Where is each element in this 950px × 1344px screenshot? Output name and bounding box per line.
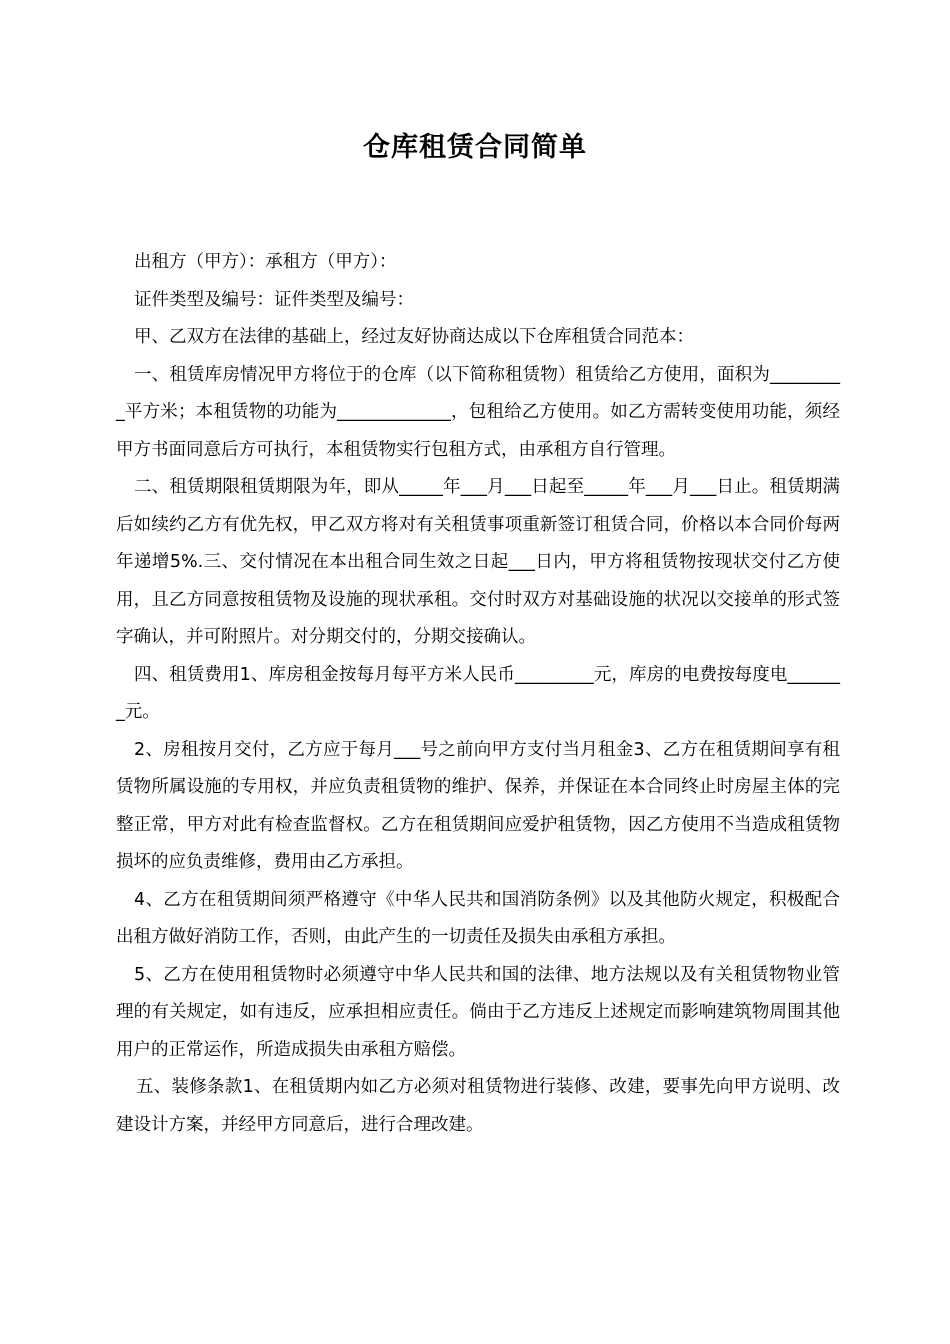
paragraph-legal-compliance: 5、乙方在使用租赁物时必须遵守中华人民共和国的法律、地方法规以及有关租赁物物业管理的有关规定，如有违反，应承担相应责任。倘由于乙方违反上述规定而影响建筑物周围其他用户的正常运作，所造成损失由承租方赔偿。 (116, 964, 840, 1060)
paragraph-id-documents: 证件类型及编号：证件类型及编号： (134, 289, 414, 310)
paragraph-fire-safety: 4、乙方在租赁期间须严格遵守《中华人民共和国消防条例》以及其他防火规定，积极配合出租方做好消防工作，否则，由此产生的一切责任及损失由承租方承担。 (116, 889, 840, 947)
paragraph-rental-fees: 四、租赁费用1、库房租金按每月每平方米人民币_________元，库房的电费按每度电_______元。 (116, 664, 840, 722)
paragraph-preamble: 甲、乙双方在法律的基础上，经过友好协商达成以下仓库租赁合同范本： (134, 327, 694, 347)
paragraph-lease-term: 二、租赁期限租赁期限为年，即从_____年___月___日起至_____年___月___日止。租赁期满后如续约乙方有优先权，甲乙双方将对有关租赁事项重新签订租赁合同，价格以本合同价每两年递增5%.三、交付情况在本出租合同生效之日起___日内，甲方将租赁物按现状交付乙方使用，且乙方同意按租赁物及设施的现状承租。交付时双方对基础设施的状况以交接单的形式签字确认，并可附照片。对分期交付的，分期交接确认。 (116, 477, 840, 647)
paragraph-parties: 出租方（甲方）：承租方（甲方）： (134, 252, 397, 272)
document-title: 仓库租赁合同简单 (363, 132, 587, 163)
paragraph-rent-payment: 2、房租按月交付，乙方应于每月___号之前向甲方支付当月租金3、乙方在租赁期间享有租赁物所属设施的专用权，并应负责租赁物的维护、保养，并保证在本合同终止时房屋主体的完整正常，甲方对此有检查监督权。乙方在租赁期间应爱护租赁物，因乙方使用不当造成租赁物损坏的应负责维修，费用由乙方承担。 (116, 739, 840, 872)
paragraph-renovation: 五、装修条款1、在租赁期内如乙方必须对租赁物进行装修、改建，要事先向甲方说明、改建设计方案，并经甲方同意后，进行合理改建。 (116, 1077, 840, 1135)
paragraph-warehouse-info: 一、租赁库房情况甲方将位于的仓库（以下简称租赁物）租赁给乙方使用，面积为_________平方米；本租赁物的功能为_____________，包租给乙方使用。如乙方需转变使用功能，须经甲方书面同意后方可执行，本租赁物实行包租方式，由承租方自行管理。 (116, 364, 840, 460)
document-body (116, 244, 840, 1144)
